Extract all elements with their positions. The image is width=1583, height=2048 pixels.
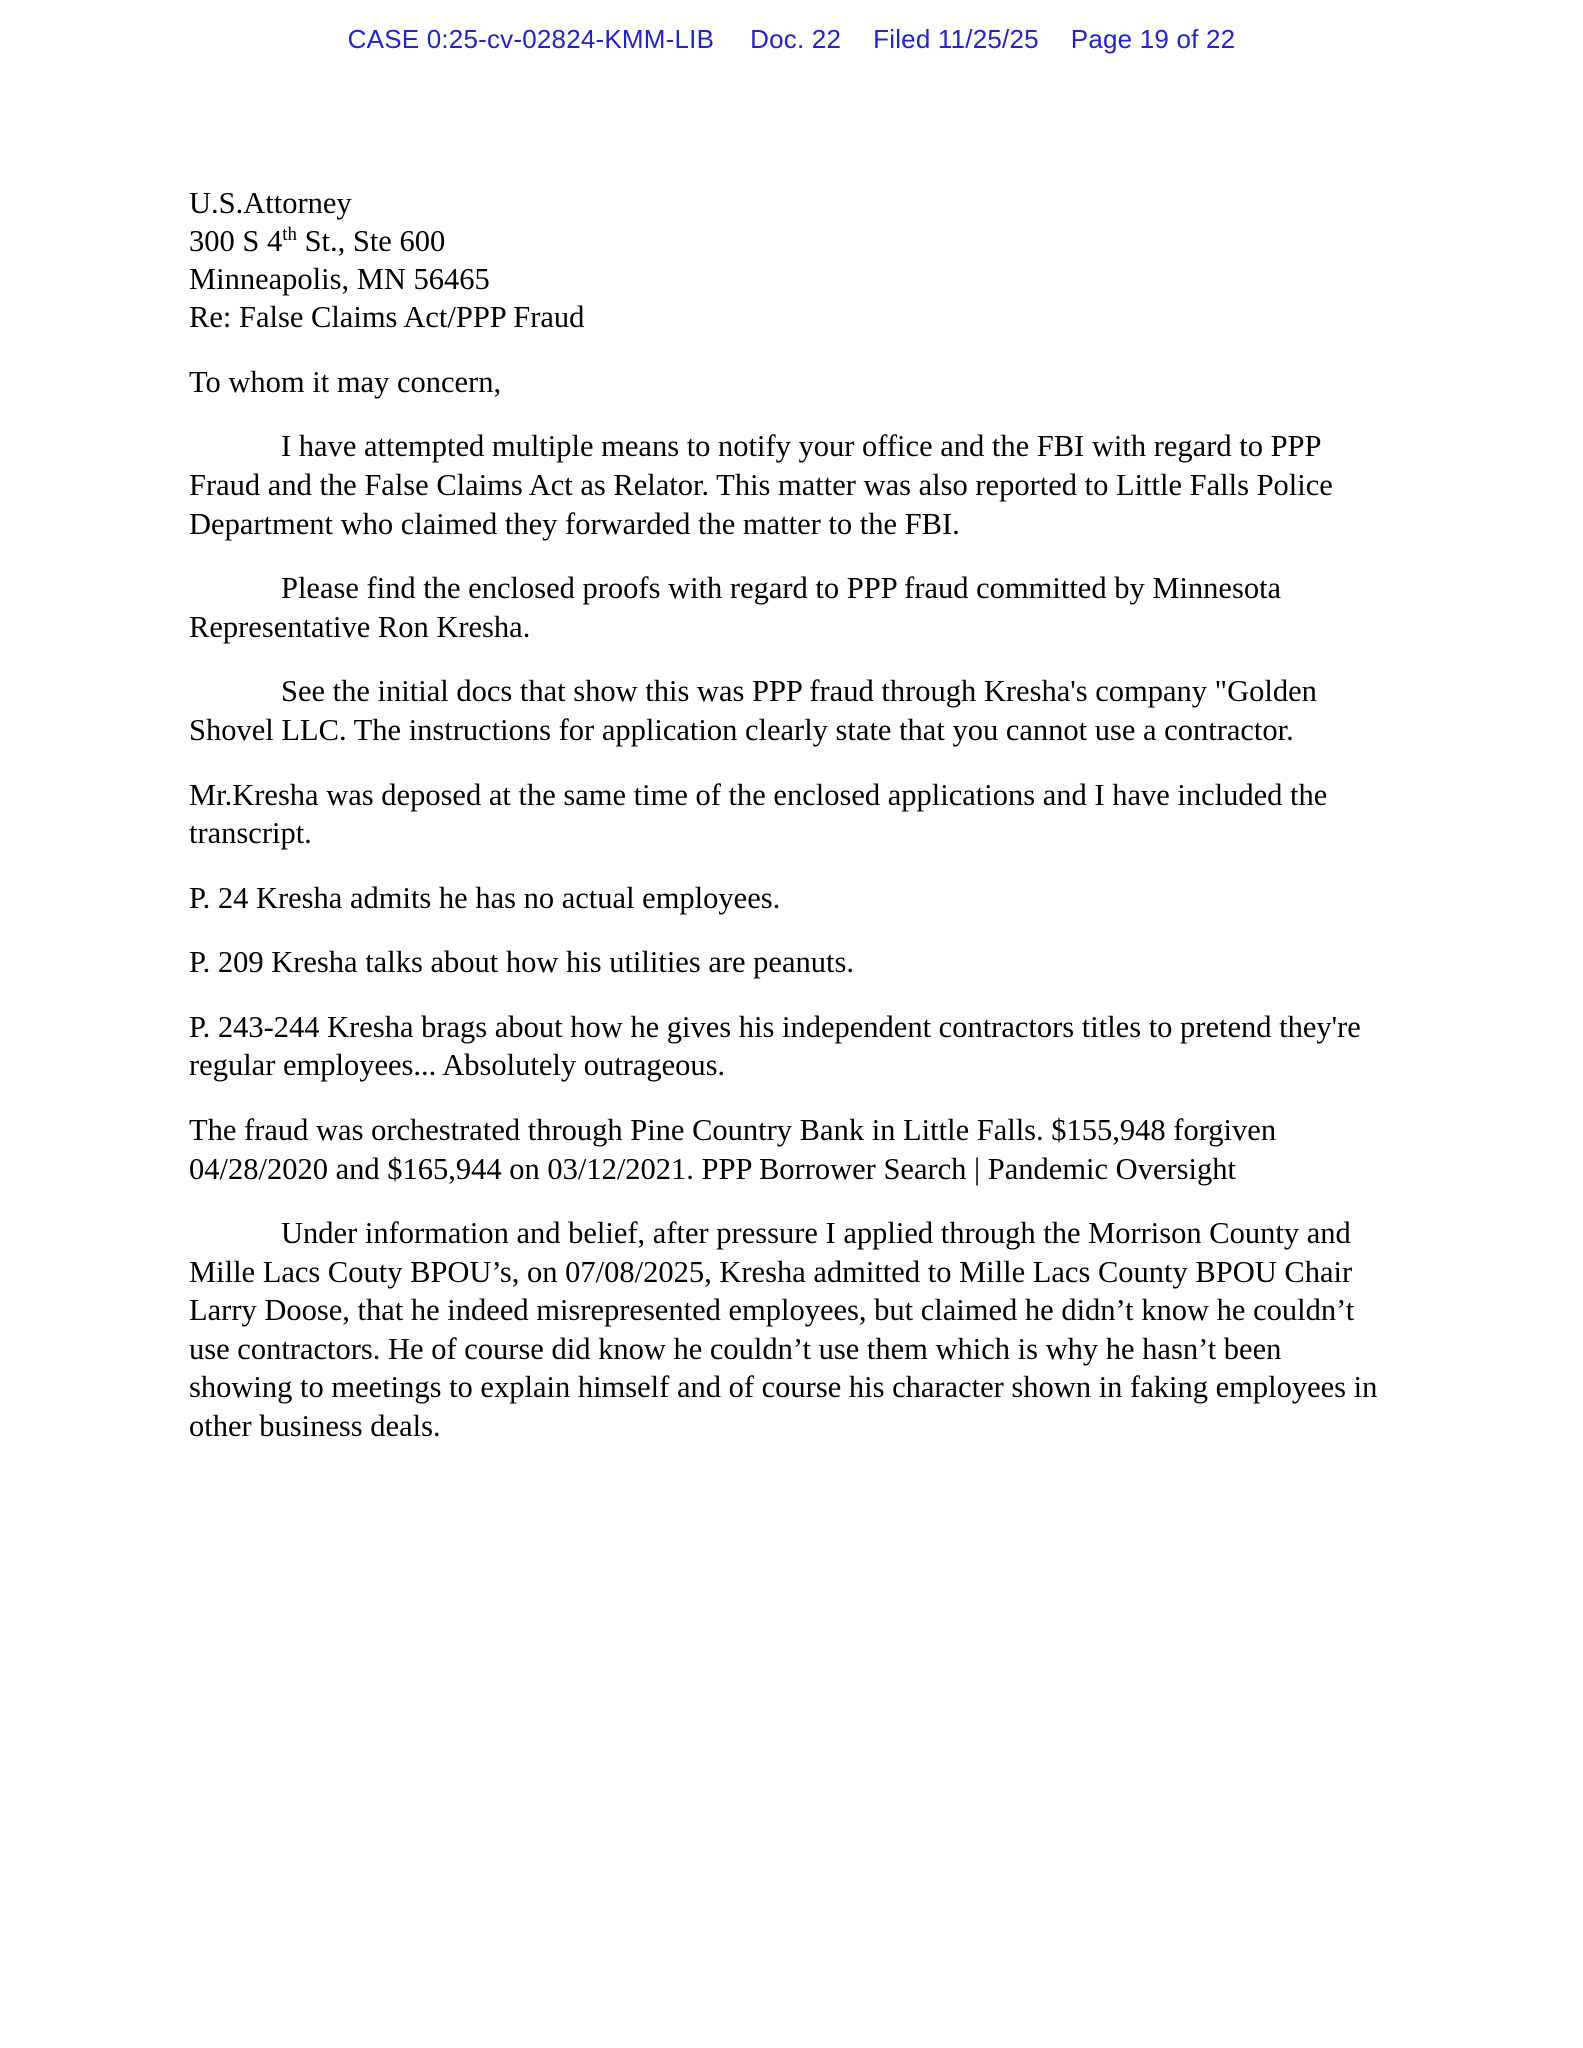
letter-body bbox=[189, 185, 1381, 1446]
address-street-number: 300 S 4 bbox=[189, 223, 283, 258]
address-street-suite: St., Ste 600 bbox=[296, 223, 446, 258]
paragraph-golden-shovel: See the initial docs that show this was PPP fraud through Kresha's company "Golden Shovel LLC. The instructions for application clearly state that you cannot use a contractor. bbox=[189, 674, 1317, 747]
address-line-subject: Re: False Claims Act/PPP Fraud bbox=[189, 299, 585, 334]
paragraph-bpou-admission: Under information and belief, after pressure I applied through the Morrison County and Mille Lacs Couty BPOU’s, on 07/08/2025, Kresha admitted to Mille Lacs County BPOU Chair Larry Doose, that he indeed misrepresented employees, but claimed he didn’t know he couldn’t use contractors. He of course did know he couldn’t use them which is why he hasn’t been showing to meetings to explain himself and of course his character shown in faking employees in other business deals. bbox=[189, 1216, 1378, 1444]
paragraph-notify: I have attempted multiple means to notify your office and the FBI with regard to PPP Fraud and the False Claims Act as Relator. This matter was also reported to Little Falls Police Department who claimed they forwarded the matter to the FBI. bbox=[189, 429, 1333, 541]
paragraph-deposition: Mr.Kresha was deposed at the same time of the enclosed applications and I have included the transcript. bbox=[189, 777, 1328, 851]
address-line-city-state-zip: Minneapolis, MN 56465 bbox=[189, 261, 490, 296]
paragraph-page-209: P. 209 Kresha talks about how his utilities are peanuts. bbox=[189, 945, 854, 980]
ecf-page-number: Page 19 of 22 bbox=[1070, 24, 1236, 54]
ecf-case-number: CASE 0:25-cv-02824-KMM-LIB bbox=[347, 24, 715, 54]
ecf-doc-number: Doc. 22 bbox=[750, 24, 842, 54]
ecf-header-stamp bbox=[0, 24, 1583, 55]
salutation: To whom it may concern, bbox=[189, 364, 502, 399]
ecf-filed-date: Filed 11/25/25 bbox=[873, 24, 1039, 54]
address-line-street bbox=[189, 223, 1381, 261]
address-line-recipient: U.S.Attorney bbox=[189, 186, 352, 220]
address-block bbox=[189, 185, 1381, 337]
paragraph-page-243: P. 243-244 Kresha brags about how he gives his independent contractors titles to pretend they're regular employees... Absolutely outrageous. bbox=[189, 1009, 1361, 1083]
paragraph-bank-fraud: The fraud was orchestrated through Pine Country Bank in Little Falls. $155,948 forgiven 04/28/2020 and $165,944 on 03/12/2021. PPP Borrower Search | Pandemic Oversight bbox=[189, 1112, 1277, 1186]
paragraph-enclosed-proofs: Please find the enclosed proofs with regard to PPP fraud committed by Minnesota Representative Ron Kresha. bbox=[189, 571, 1282, 644]
paragraph-page-24: P. 24 Kresha admits he has no actual employees. bbox=[189, 880, 781, 915]
ordinal-suffix: th bbox=[282, 223, 297, 245]
